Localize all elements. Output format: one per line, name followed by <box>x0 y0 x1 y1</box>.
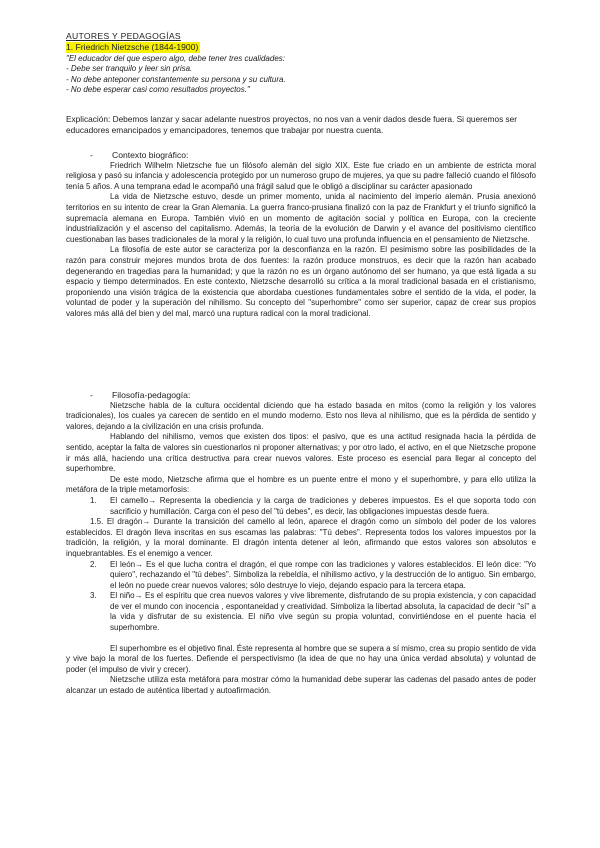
bullet-dash: - <box>90 150 93 160</box>
list-number: 3. <box>90 591 97 601</box>
quote-line: - No debe anteponer constantemente su persona y su cultura. <box>66 74 286 84</box>
quote-line: "El educador del que espero algo, debe tener tres cualidades: <box>66 54 285 63</box>
bullet-dash: - <box>90 390 93 400</box>
context-paragraph: La vida de Nietzsche estuvo, desde un primer momento, unida al nacimiento del imperio alemán. Prusia anexionó territorios en su intento de crear la Gran Alemania. La guerra franco-prusiana finalizó con la paz de Frankfurt y el triunfo significó la supremacía alemana en Europa. También vivió en un momento de agitación social y política en Europa, con la creciente industrialización y el ascenso del capitalismo. Además, la teoría de la evolución de Darwin y el avance del positivismo científico cuestionaban las bases tradicionales de la moral y la religión, lo cual tuvo una profunda influencia en el pensamiento de Nietzsche. <box>66 192 536 244</box>
explanation-paragraph: Explicación: Debemos lanzar y sacar adelante nuestros proyectos, no nos van a venir dados desde fuera. Si queremos ser educadores emancipados y emancipadores, tenemos que trabajar por nuestra cuenta. <box>66 114 518 135</box>
philosophy-paragraph: Hablando del nihilismo, vemos que existen dos tipos: el pasivo, que es una actitud resignada hacia la pérdida de sentido, aceptar la falta de valores sin cuestionarlos ni proponer alternativas; y por otro lado, el activo, en el que Nietzsche propone ir más allá, haciendo una crítica destructiva para crear nuevos valores. Este proceso es esencial para llegar al concepto del superhombre. <box>66 432 536 474</box>
metamorphosis-item-child <box>66 591 536 633</box>
spacer <box>66 634 536 644</box>
quote-line: - No debe esperar casi como resultados proyectos." <box>66 85 250 95</box>
metamorphosis-item-camel <box>66 496 536 517</box>
author-heading: 1. Friedrich Nietzsche (1844-1900) <box>66 42 199 52</box>
closing-paragraph: Nietzsche utiliza esta metáfora para mostrar cómo la humanidad debe superar las cadenas del pasado antes de poder alcanzar un estado de auténtica libertad y autoafirmación. <box>66 675 536 696</box>
list-text: El niño→ Es el espíritu que crea nuevos valores y vive libremente, disfrutando de su propia existencia, y con capacidad de ver el mundo con inocencia , espontaneidad y creatividad. Simboliza la libertad absoluta, la capacidad de decir "sí" a la vida y disfrutar de su existencia. El niño vive según su propia voluntad, convirtiéndose en el puente hacia el superhombre. <box>110 591 536 633</box>
philosophy-heading <box>90 390 536 401</box>
philosophy-paragraph: De este modo, Nietzsche afirma que el hombre es un puente entre el mono y el superhombre, y para ello utiliza la metáfora de la triple metamorfosis: <box>66 474 536 495</box>
list-number: 1.5. <box>90 517 104 527</box>
quote-block <box>66 54 546 96</box>
list-text: El león→ Es el que lucha contra el dragón, el que rompe con las tradiciones y valores establecidos. El león dice: "Yo quiero", rechazando el "tú debes". Simboliza la rebeldía, el nihilismo activo, y la destrucción de lo antiguo. Sin embargo, el león no puede crear nuevos valores; sólo destruye lo viejo, dejando espacio para la tercera etapa. <box>110 559 536 590</box>
context-heading <box>90 150 536 161</box>
list-text: El camello→ Representa la obediencia y la carga de tradiciones y deberes impuestos. Es el que soporta todo con sacrificio y humillación. Carga con el peso del "tú debes", es decir, las obligaciones impuestas desde fuera. <box>110 495 536 516</box>
philosophy-section <box>66 390 536 697</box>
philosophy-paragraph: Nietzsche habla de la cultura occidental diciendo que ha estado basada en mitos (como la religión y los valores tradicionales), los cuales ya carecen de sentido en el mundo moderno. Esto nos lleva al nihilismo, que es la pérdida de sentido y valores, dejando a la civilización en una crisis profunda. <box>66 400 536 431</box>
context-paragraph: Friedrich Wilhelm Nietzsche fue un filósofo alemán del siglo XIX. Este fue criado en un ambiente de estricta moral religiosa y pasó su infancia y adolescencia protegido por un numeroso grupo de mujeres, ya que su padre falleció cuando el filósofo tenía 5 años. A una temprana edad le acompañó una frágil salud que le obligó a disciplinar su carácter apasionado <box>66 160 536 191</box>
context-heading-label: Contexto biográfico: <box>112 150 189 160</box>
metamorphosis-item-dragon <box>66 517 536 559</box>
context-section <box>66 150 536 320</box>
closing-paragraph: El superhombre es el objetivo final. Éste representa al hombre que se supera a sí mismo, crea su propio sentido de vida y vive bajo la moral de los fuertes. Defiende el perspectivismo (la idea de que no hay una única verdad absoluta) y voluntad de poder (el impulso de vivir y crecer). <box>66 643 537 674</box>
metamorphosis-item-lion <box>66 560 536 592</box>
list-number: 1. <box>90 495 97 505</box>
philosophy-heading-label: Filosofía-pedagogía: <box>112 390 191 400</box>
page-title: AUTORES Y PEDAGOGÍAS <box>66 31 181 41</box>
context-paragraph: La filosofía de este autor se caracteriza por la desconfianza en la razón. El pesimismo sobre las posibilidades de la razón para construir mejores mundos brota de dos fuentes: la razón produce monstruos, es decir que la razón han acabado degenerando en tragedias para la humanidad; y que la razón no es un órgano autónomo del ser humano, ya que está ligada a su espacio y tiempo determinados. En este contexto, Nietzsche desarrolló su crítica a la moral tradicional basada en el cristianismo, proponiendo una visión trágica de la existencia que abordaba cuestiones fundamentales sobre el sentido de la vida, el poder, la voluntad de poder y la superación del nihilismo. Su concepto del "superhombre" como ser superior, capaz de crear sus propios valores más allá del bien y del mal, marcó una ruptura radical con la moral tradicional. <box>66 245 536 318</box>
list-text: El dragón→ Durante la transición del camello al león, aparece el dragón como un símbolo del poder de los valores establecidos. El dragón lleva inscritas en sus escamas las palabras: "Tú debes". Representa todos los valores impuestos por la tradición, la religión, y la moral dominante. El dragón intenta detener al león, afirmando que estos valores son absolutos e inquebrantables. Es el enemigo a vencer. <box>66 517 536 558</box>
quote-line: - Debe ser tranquilo y leer sin prisa. <box>66 64 193 74</box>
list-number: 2. <box>90 559 97 569</box>
